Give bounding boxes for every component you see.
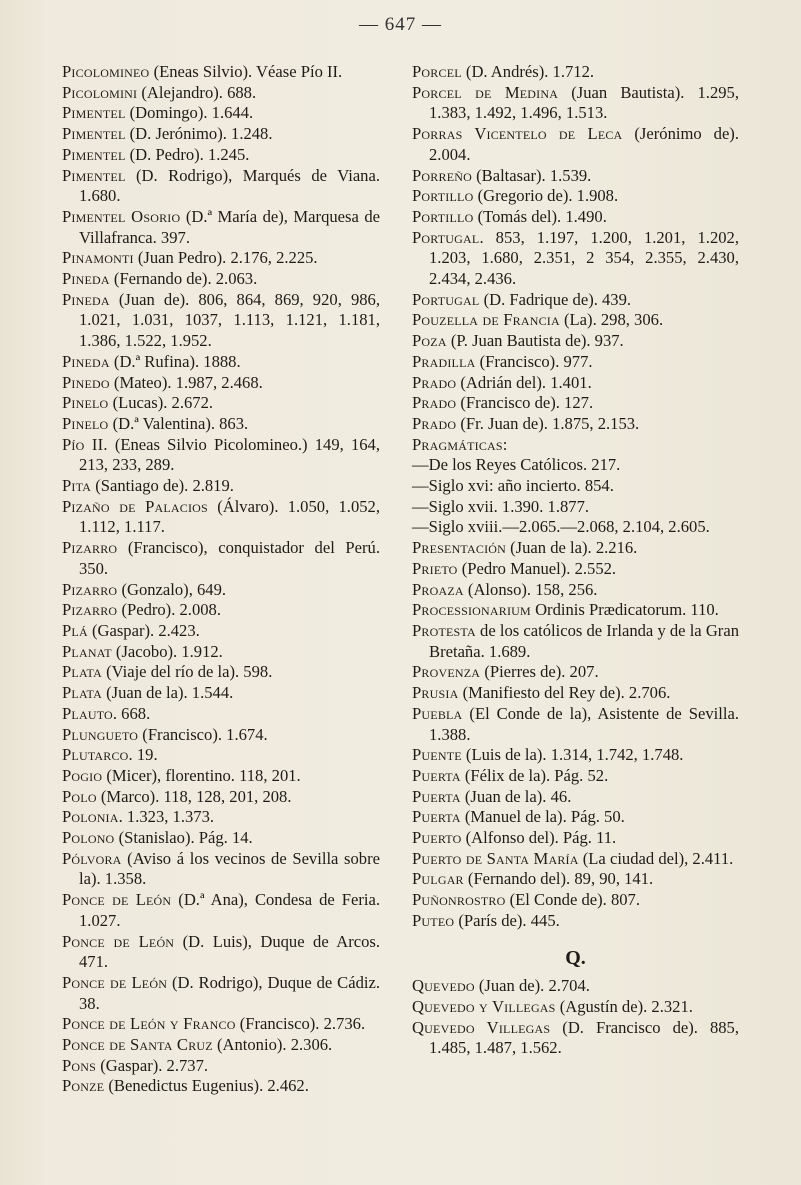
index-entry <box>62 973 380 1014</box>
index-entry <box>412 435 739 456</box>
index-entry-heading: Ponce de León <box>62 890 172 910</box>
index-entry <box>412 62 739 83</box>
index-entry-reference: (Francisco). 2.736. <box>235 1014 366 1034</box>
index-entry-reference: (Pedro). 2.008. <box>117 600 221 620</box>
index-entry-reference: (Francisco), conquistador del Perú. 350. <box>79 538 380 578</box>
index-entry <box>62 725 380 746</box>
index-entry <box>412 166 739 187</box>
index-entry-reference: Ordinis Prædicatorum. 110. <box>530 600 719 620</box>
index-entry-reference: (Jacobo). 1.912. <box>111 641 223 661</box>
index-entry-heading: Porcel de Medina <box>412 82 559 102</box>
index-entry <box>412 373 739 394</box>
index-entry-reference: (Baltasar). 1.539. <box>471 165 592 185</box>
index-entry-reference: —Siglo xviii.—2.065.—2.068, 2.104, 2.605. <box>412 517 710 537</box>
index-entry-heading: Porreño <box>412 165 472 185</box>
index-entry <box>62 414 380 435</box>
index-entry <box>62 83 380 104</box>
index-entry-reference: (Viaje del río de la). 598. <box>101 662 273 682</box>
index-entry-heading: Prado <box>412 372 457 392</box>
index-entry-reference: (Gaspar). 2.737. <box>96 1055 209 1075</box>
index-entry-heading: Pragmáticas <box>412 434 503 454</box>
index-entry-reference: (D. Fadrique de). 439. <box>479 289 632 309</box>
index-entry <box>412 290 739 311</box>
index-entry <box>62 745 380 766</box>
index-entry <box>412 600 739 621</box>
index-entry <box>62 1014 380 1035</box>
index-entry-heading: Puente <box>412 745 462 765</box>
index-entry <box>412 352 739 373</box>
index-entry-heading: Pouzella de Francia <box>412 310 560 330</box>
index-entry-reference: (Pierres de). 207. <box>480 662 599 682</box>
index-entry-heading: Puerto de Santa María <box>412 848 579 868</box>
index-entry <box>412 476 739 497</box>
index-entry-reference: (P. Juan Bautista de). 937. <box>446 331 624 351</box>
index-entry <box>62 538 380 579</box>
index-entry-heading: Plauto <box>62 703 113 723</box>
index-entry-heading: Pineda <box>62 351 110 371</box>
index-entry-heading: Pogio <box>62 765 103 785</box>
index-entry-heading: Portugal <box>412 289 480 309</box>
index-entry-reference: (Alfonso del). Pág. 11. <box>461 828 617 848</box>
index-entry-heading: Prieto <box>412 558 458 578</box>
index-entry-heading: Prado <box>412 393 457 413</box>
index-entry-heading: Planat <box>62 641 112 661</box>
index-entry-reference: (D.ª Rufina). 1888. <box>109 351 241 371</box>
index-entry <box>62 621 380 642</box>
index-entry-reference: (El Conde de la), Asistente de Sevilla. 1.388. <box>429 703 739 744</box>
index-entry-heading: Polono <box>62 828 115 848</box>
index-entry-reference: (Santiago de). 2.819. <box>91 476 234 496</box>
index-entry <box>62 683 380 704</box>
index-entry-reference: —De los Reyes Católicos. 217. <box>412 455 621 475</box>
index-entry-reference: (Manifiesto del Rey de). 2.706. <box>458 683 671 703</box>
index-entry <box>62 662 380 683</box>
index-entry-reference: (Alonso). 158, 256. <box>463 579 598 599</box>
index-entry-heading: Prado <box>412 413 457 433</box>
index-entry <box>412 976 739 997</box>
index-entry-heading: Plá <box>62 620 88 640</box>
index-entry <box>62 766 380 787</box>
index-entry <box>412 186 739 207</box>
index-entry <box>62 476 380 497</box>
index-entry-reference: (Stanislao). Pág. 14. <box>114 828 253 848</box>
index-entry-reference: (Eneas Silvio). Véase Pío II. <box>149 62 343 81</box>
index-entry <box>62 62 380 83</box>
index-entry <box>62 932 380 973</box>
index-entry-heading: Pizarro <box>62 600 118 620</box>
index-entry-heading: Quevedo y Villegas <box>412 996 556 1016</box>
index-entry <box>62 435 380 476</box>
index-entry-heading: Pío II. <box>62 434 108 454</box>
index-entry-heading: Processionarium <box>412 600 531 620</box>
index-entry-heading: Ponze <box>62 1076 105 1096</box>
index-entry-heading: Puerta <box>412 765 461 785</box>
index-entry-reference: (D. Rodrigo), Marqués de Viana. 1.680. <box>79 165 380 206</box>
index-entry-reference: . 19. <box>128 745 158 765</box>
index-entry-heading: Puerta <box>412 807 461 827</box>
index-entry-reference: (Juan de la). 1.544. <box>101 683 234 703</box>
index-entry <box>62 1076 380 1097</box>
index-entry-reference: : <box>502 434 508 454</box>
page-number: — 647 — <box>359 14 442 35</box>
index-entry <box>412 83 739 124</box>
index-entry-reference: (Aviso á los vecinos de Sevilla sobre la). 1.358. <box>79 848 380 889</box>
index-entry <box>412 538 739 559</box>
index-entry-reference: (Manuel de la). Pág. 50. <box>460 807 625 827</box>
index-entry-heading: Quevedo <box>412 976 475 996</box>
index-entry-reference: (D.ª María de), Marquesa de Villafranca. 397. <box>79 206 380 247</box>
index-entry-reference: (Juan de la). 46. <box>460 786 572 806</box>
index-entry-heading: Puebla <box>412 703 463 723</box>
index-entry-heading: Pinedo <box>62 372 110 392</box>
index-entry <box>62 807 380 828</box>
section-letter-q: Q. <box>565 946 586 969</box>
index-entry-heading: Pizarro <box>62 579 118 599</box>
index-entry-reference: (Alejandro). 688. <box>137 82 257 102</box>
index-entry-heading: Poza <box>412 331 447 351</box>
index-entry-reference: (Gonzalo), 649. <box>117 579 227 599</box>
index-entry-heading: Plata <box>62 662 102 682</box>
index-entry-heading: Ponce de León <box>62 972 168 992</box>
index-entry-reference: (D.ª Ana), Condesa de Feria. 1.027. <box>79 890 380 930</box>
right-index-column <box>412 62 739 1059</box>
index-entry <box>62 393 380 414</box>
index-entry-heading: Prusia <box>412 683 459 703</box>
index-entry-heading: Picolomini <box>62 82 138 102</box>
index-entry-heading: Puteo <box>412 910 455 930</box>
index-entry <box>62 290 380 352</box>
index-entry <box>412 911 739 932</box>
index-entry-reference: (Eneas Silvio Picolomineo.) 149, 164, 213, 233, 289. <box>79 434 380 475</box>
index-entry-reference: (Fr. Juan de). 1.875, 2.153. <box>456 413 640 433</box>
index-entry <box>62 145 380 166</box>
index-entry-reference: (Francisco de). 127. <box>456 393 594 413</box>
index-entry-heading: Pinamonti <box>62 248 134 268</box>
index-entry-reference: (Pedro Manuel). 2.552. <box>457 558 617 578</box>
index-entry-reference: (Luis de la). 1.314, 1.742, 1.748. <box>461 745 684 765</box>
index-entry-heading: Proaza <box>412 579 464 599</box>
index-entry <box>412 766 739 787</box>
index-entry <box>412 455 739 476</box>
index-entry-reference: (D. Jerónimo). 1.248. <box>125 124 273 144</box>
index-entry <box>62 787 380 808</box>
index-entry-heading: Pineda <box>62 269 110 289</box>
q-index-entries <box>412 976 739 1059</box>
index-entry-reference: (Juan de). 806, 864, 869, 920, 986, 1.021, 1.031, 1037, 1.113, 1.121, 1.181, 1.386, 1.522, 1.952. <box>79 289 380 351</box>
index-entry <box>412 683 739 704</box>
index-entry <box>62 248 380 269</box>
index-entry-reference: (Félix de la). Pág. 52. <box>460 765 609 785</box>
index-entry <box>412 621 739 662</box>
index-entry-heading: Plata <box>62 683 102 703</box>
index-entry-heading: Puñonrostro <box>412 890 506 910</box>
index-entry-heading: Picolomineo <box>62 62 150 81</box>
index-entry-reference: (Francisco). 977. <box>475 351 593 371</box>
index-entry <box>62 1035 380 1056</box>
index-entry <box>412 807 739 828</box>
index-entry-reference: (Micer), florentino. 118, 201. <box>102 765 301 785</box>
index-entry <box>412 1018 739 1059</box>
index-entry-heading: Plutarco <box>62 745 129 765</box>
index-entry-heading: Puerta <box>412 786 461 806</box>
left-index-column <box>62 62 380 1097</box>
index-entry <box>62 600 380 621</box>
index-entry-reference: (Agustín de). 2.321. <box>555 996 693 1016</box>
index-entry-reference: (Juan de). 2.704. <box>474 976 590 996</box>
index-entry <box>412 869 739 890</box>
index-entry <box>412 704 739 745</box>
index-entry-heading: Ponce de León y Franco <box>62 1014 236 1034</box>
index-entry <box>412 662 739 683</box>
index-entry-heading: Pita <box>62 476 92 496</box>
index-entry <box>62 269 380 290</box>
index-entry <box>412 787 739 808</box>
index-entry-heading: Ponce de Santa Cruz <box>62 1035 213 1055</box>
index-entry <box>412 124 739 165</box>
index-entry-reference: (Francisco). 1.674. <box>138 724 268 744</box>
index-entry <box>62 207 380 248</box>
index-entry-heading: Pradilla <box>412 351 476 371</box>
index-entry-reference: (Álvaro). 1.050, 1.052, 1.112, 1.117. <box>79 496 380 537</box>
index-entry-reference: (Antonio). 2.306. <box>212 1035 333 1055</box>
index-entry-reference: (El Conde de). 807. <box>505 890 641 910</box>
index-entry-reference: (Domingo). 1.644. <box>125 103 254 123</box>
index-entry-reference: (D. Francisco de). 885, 1.485, 1.487, 1.562. <box>429 1017 740 1058</box>
index-entry <box>62 890 380 931</box>
index-entry-heading: Pineda <box>62 289 110 309</box>
index-entry-heading: Puerto <box>412 828 462 848</box>
index-entry-reference: (D. Rodrigo), Duque de Cádiz. 38. <box>79 972 380 1013</box>
index-entry <box>62 704 380 725</box>
index-entry-reference: . 1.323, 1.373. <box>118 807 215 827</box>
index-entry <box>412 310 739 331</box>
index-entry <box>62 124 380 145</box>
index-entry-reference: (D. Luis), Duque de Arcos. 471. <box>79 931 380 972</box>
index-entry-heading: Pulgar <box>412 869 464 889</box>
index-entry-reference: (La). 298, 306. <box>559 310 664 330</box>
index-entry-heading: Portillo <box>412 186 474 206</box>
index-entry <box>412 393 739 414</box>
index-entry-heading: Quevedo Villegas <box>412 1017 551 1037</box>
index-entry-heading: Portillo <box>412 206 474 226</box>
index-entry-reference: (Adrián del). 1.401. <box>456 372 592 392</box>
index-entry-heading: Pimentel <box>62 103 126 123</box>
index-entry <box>412 517 739 538</box>
index-entry-reference: (Lucas). 2.672. <box>108 393 214 413</box>
index-entry <box>62 103 380 124</box>
index-entry-heading: Pólvora <box>62 848 122 868</box>
index-entry <box>412 890 739 911</box>
index-entry <box>62 642 380 663</box>
index-entry-reference: (Juan de la). 2.216. <box>506 538 638 558</box>
index-entry-reference: (Juan Pedro). 2.176, 2.225. <box>133 248 318 268</box>
right-index-entries <box>412 62 739 932</box>
index-entry-heading: Protesta <box>412 620 476 640</box>
index-entry-reference: (Jerónimo de). 2.004. <box>429 124 739 164</box>
index-entry-reference: (París de). 445. <box>454 910 560 930</box>
index-entry <box>412 559 739 580</box>
index-entry-heading: Pizarro <box>62 538 118 558</box>
index-entry <box>412 414 739 435</box>
index-entry-reference: (D.ª Valentina). 863. <box>108 413 249 433</box>
index-entry-reference: (Juan Bautista). 1.295, 1.383, 1.492, 1.496, 1.513. <box>429 82 739 123</box>
index-entry-heading: Pimentel <box>62 144 126 164</box>
index-entry <box>62 580 380 601</box>
index-entry-reference: (Mateo). 1.987, 2.468. <box>109 372 263 392</box>
index-entry-heading: Pinelo <box>62 393 109 413</box>
index-entry-heading: Polonia <box>62 807 119 827</box>
index-entry <box>412 828 739 849</box>
index-entry-reference: . 853, 1.197, 1.200, 1.201, 1.202, 1.203, 1.680, 2.351, 2 354, 2.355, 2.430, 2.434, 2.436. <box>429 227 739 289</box>
index-entry <box>412 228 739 290</box>
index-entry-heading: Ponce de León <box>62 931 175 951</box>
index-entry-reference: (Fernando del). 89, 90, 141. <box>463 869 654 889</box>
index-entry <box>62 497 380 538</box>
index-entry-heading: Porras Vicentelo de Leca <box>412 124 623 144</box>
index-entry-reference: (D. Andrés). 1.712. <box>461 62 595 81</box>
index-entry <box>62 849 380 890</box>
index-entry-heading: Pimentel <box>62 124 126 144</box>
index-entry-heading: Pimentel Osorio <box>62 206 181 226</box>
index-entry <box>62 352 380 373</box>
index-entry <box>412 207 739 228</box>
index-entry-heading: Pinelo <box>62 413 109 433</box>
index-entry-heading: Pizaño de Palacios <box>62 496 208 516</box>
index-entry-reference: (Tomás del). 1.490. <box>473 206 607 226</box>
index-entry-heading: Porcel <box>412 62 462 81</box>
index-entry <box>412 849 739 870</box>
index-entry-reference: (D. Pedro). 1.245. <box>125 144 250 164</box>
index-entry-heading: Presentación <box>412 538 506 558</box>
index-entry <box>62 828 380 849</box>
index-entry-reference: . 668. <box>112 703 151 723</box>
index-entry-reference: (Benedictus Eugenius). 2.462. <box>104 1076 309 1096</box>
index-entry-reference: de los católicos de Irlanda y de la Gran Bretaña. 1.689. <box>429 620 739 661</box>
index-entry <box>412 580 739 601</box>
index-entry <box>62 1056 380 1077</box>
index-entry-heading: Pons <box>62 1055 97 1075</box>
index-entry <box>62 166 380 207</box>
index-entry-reference: (Gaspar). 2.423. <box>87 620 200 640</box>
index-entry <box>412 497 739 518</box>
index-entry <box>412 745 739 766</box>
index-entry-heading: Plungueto <box>62 724 139 744</box>
index-entry-heading: Provenza <box>412 662 481 682</box>
index-entry-heading: Pimentel <box>62 165 126 185</box>
index-entry <box>412 997 739 1018</box>
index-entry-heading: Portugal <box>412 227 480 247</box>
index-entry <box>62 373 380 394</box>
index-entry <box>412 331 739 352</box>
index-entry-reference: (La ciudad del), 2.411. <box>578 848 734 868</box>
index-entry-reference: (Fernando de). 2.063. <box>109 269 258 289</box>
index-entry-reference: —Siglo xvii. 1.390. 1.877. <box>412 496 590 516</box>
index-entry-heading: Polo <box>62 786 97 806</box>
index-entry-reference: (Marco). 118, 128, 201, 208. <box>96 786 292 806</box>
index-entry-reference: (Gregorio de). 1.908. <box>473 186 619 206</box>
index-entry-reference: —Siglo xvi: año incierto. 854. <box>412 476 614 496</box>
